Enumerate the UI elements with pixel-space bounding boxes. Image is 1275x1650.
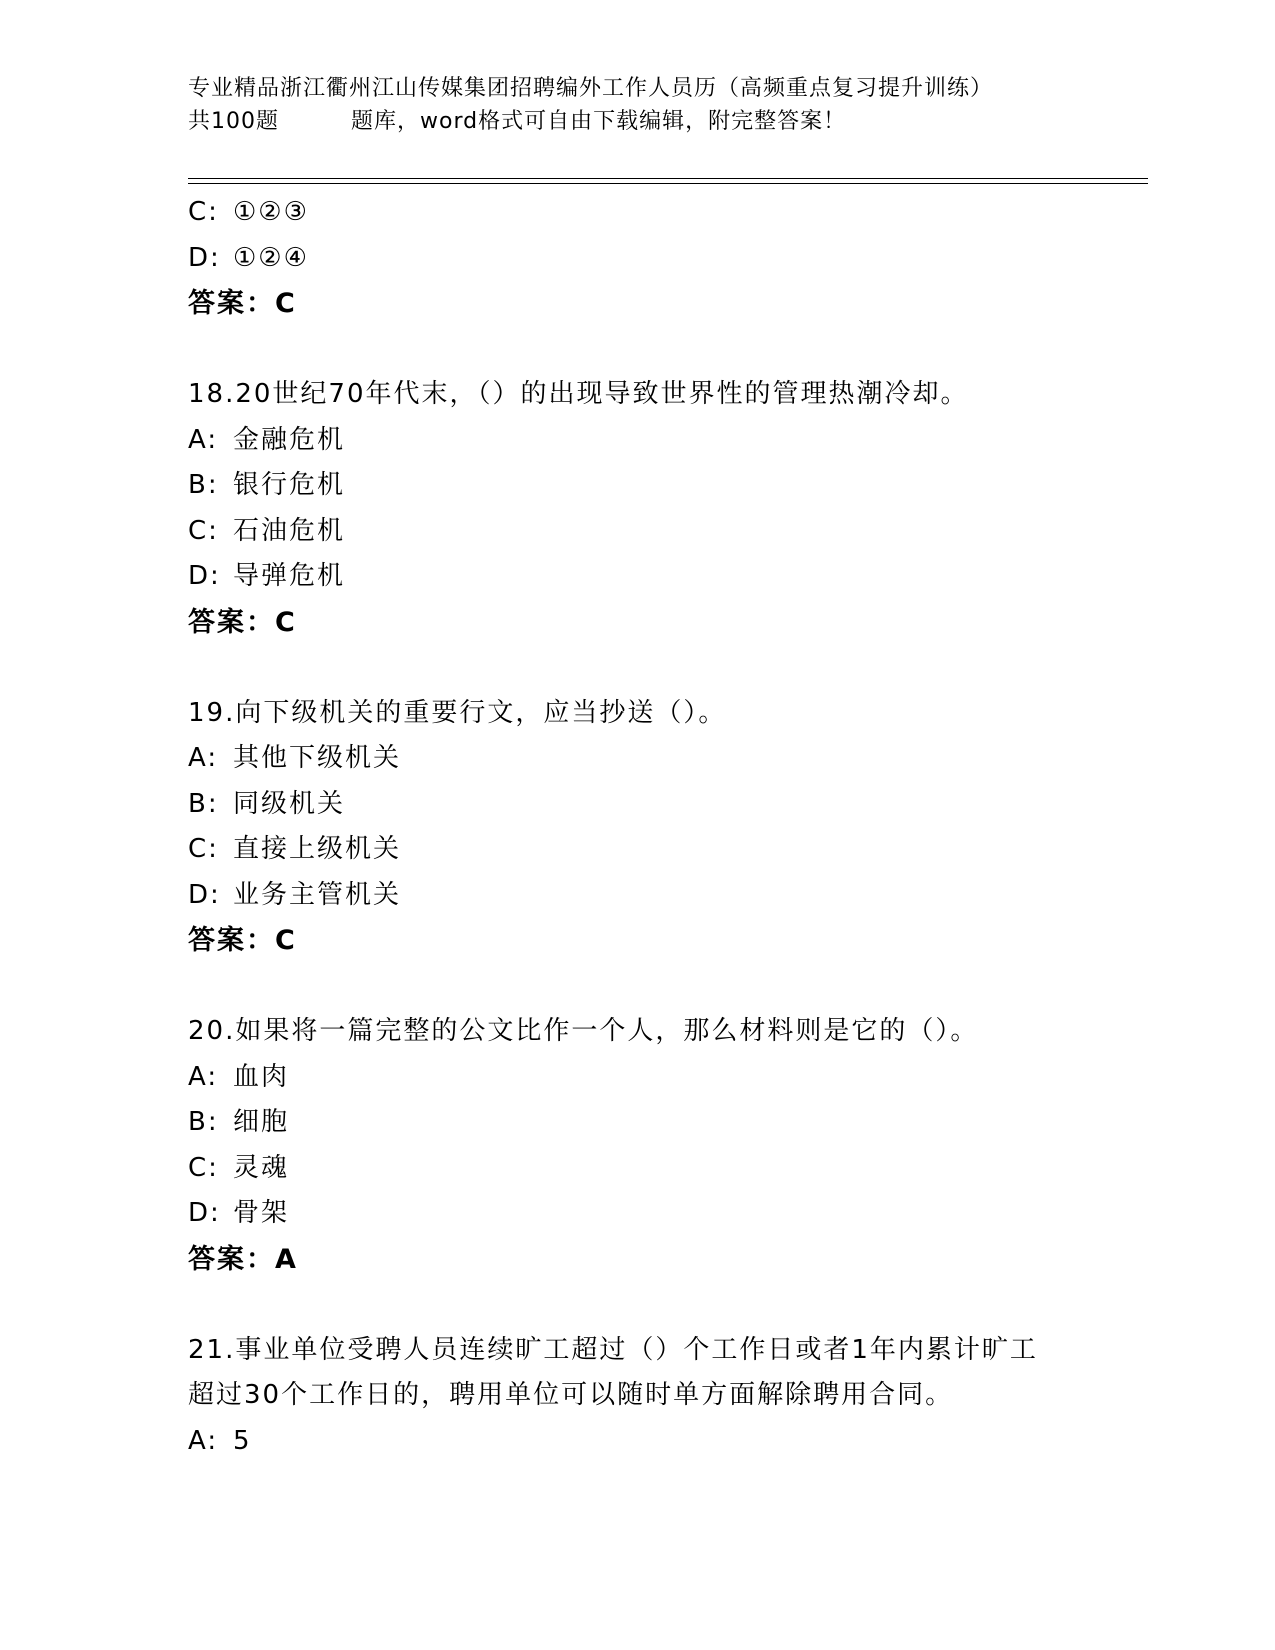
- question-list: [188, 190, 1088, 1464]
- option-b: B: 同级机关: [188, 788, 346, 819]
- answer: 答案：A: [188, 1243, 298, 1275]
- option-d: D: 导弹危机: [188, 561, 346, 591]
- option-c: C: 石油危机: [188, 515, 346, 546]
- question-stem-continued: 超过30个工作日的，聘用单位可以随时单方面解除聘用合同。: [188, 1380, 954, 1410]
- answer: 答案：C: [188, 925, 297, 956]
- option-a: A: 金融危机: [188, 424, 346, 455]
- option-a: A: 其他下级机关: [188, 743, 402, 773]
- option-c: C: 灵魂: [188, 1152, 290, 1183]
- option-d: D: ①②④: [188, 242, 309, 273]
- option-d: D: 骨架: [188, 1198, 290, 1228]
- header-divider-bottom: [188, 183, 1148, 184]
- option-a: A: 血肉: [188, 1061, 290, 1092]
- question-stem: 19.向下级机关的重要行文，应当抄送（）。: [188, 697, 727, 728]
- page-header: [188, 72, 1088, 138]
- option-d: D: 业务主管机关: [188, 879, 402, 910]
- answer: 答案：C: [188, 606, 297, 638]
- option-b: B: 银行危机: [188, 470, 346, 500]
- option-c: C: ①②③: [188, 197, 309, 227]
- question-stem: 20.如果将一篇完整的公文比作一个人，那么材料则是它的（）。: [188, 1016, 979, 1046]
- option-c: C: 直接上级机关: [188, 834, 402, 864]
- question-stem: 21.事业单位受聘人员连续旷工超过（）个工作日或者1年内累计旷工: [188, 1334, 1038, 1365]
- header-note: 题库，word格式可自由下载编辑，附完整答案！: [351, 109, 847, 134]
- option-b: B: 细胞: [188, 1107, 290, 1137]
- option-a: A: 5: [188, 1425, 252, 1456]
- header-subtitle: [188, 105, 1088, 138]
- question-count: 共100题: [188, 109, 279, 134]
- answer: 答案：C: [188, 288, 297, 319]
- question-stem: 18.20世纪70年代末，（）的出现导致世界性的管理热潮冷却。: [188, 379, 969, 409]
- header-title: 专业精品浙江衢州江山传媒集团招聘编外工作人员历（高频重点复习提升训练）: [188, 76, 994, 101]
- header-divider-top: [188, 178, 1148, 179]
